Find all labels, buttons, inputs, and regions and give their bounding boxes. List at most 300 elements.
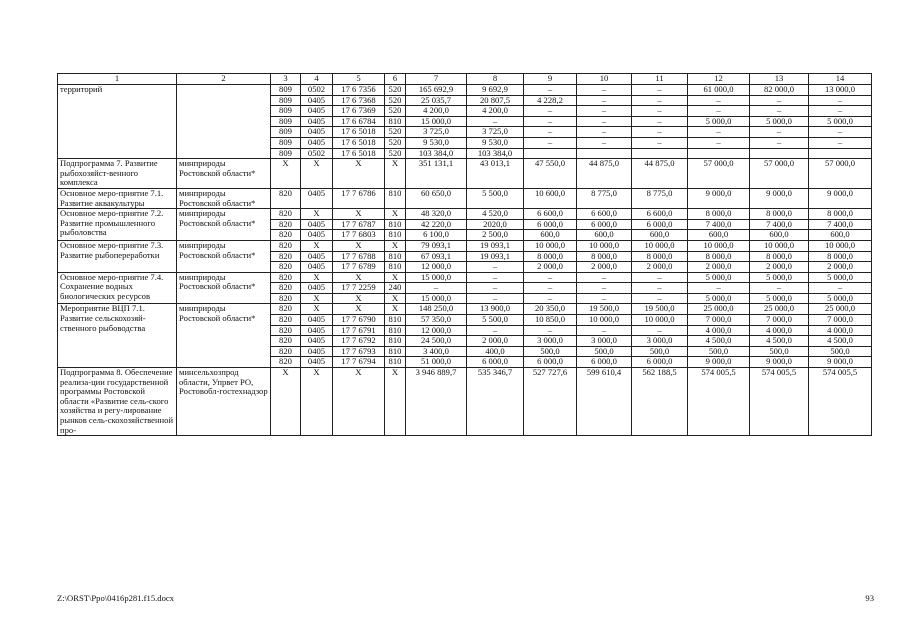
table-row	[58, 272, 872, 283]
table-cell: Х	[333, 293, 385, 304]
table-cell: 8 000,0	[750, 209, 809, 220]
document-path: Z:\ORST\Ppo\0416p281.f15.docx	[57, 593, 174, 603]
table-cell: 17 6 5018	[333, 127, 385, 138]
table-cell: 5 000,0	[688, 272, 750, 283]
table-cell: 7 400,0	[750, 219, 809, 230]
table-cell: –	[577, 85, 632, 96]
table-cell: 0405	[301, 262, 333, 273]
table-cell: –	[632, 85, 688, 96]
table-cell: 9 000,0	[688, 188, 750, 208]
table-cell: 6 100,0	[406, 230, 467, 241]
executor-cell: минсельхозпрод области, Упрвет РО, Ростовобл-гостехнадзор	[177, 368, 271, 436]
table-cell: 600,0	[524, 230, 577, 241]
table-cell: 809	[271, 116, 301, 127]
table-cell: 7 000,0	[750, 315, 809, 326]
table-cell: Х	[333, 368, 385, 436]
executor-cell: минприроды Ростовской области*	[177, 240, 271, 272]
table-cell: –	[524, 283, 577, 294]
table-cell: 574 005,5	[809, 368, 872, 436]
table-cell: Х	[385, 240, 406, 251]
table-cell: Х	[333, 272, 385, 283]
table-cell: 57 350,0	[406, 315, 467, 326]
table-row	[58, 159, 872, 189]
table-cell: 8 000,0	[688, 251, 750, 262]
table-cell: 2 500,0	[467, 230, 524, 241]
table-cell: 9 692,9	[467, 85, 524, 96]
table-cell: 13 900,0	[467, 304, 524, 315]
table-cell: –	[632, 272, 688, 283]
table-cell: 6 000,0	[467, 357, 524, 368]
table-cell: 3 946 889,7	[406, 368, 467, 436]
table-cell: 600,0	[632, 230, 688, 241]
table-cell: 820	[271, 357, 301, 368]
table-cell: Х	[333, 240, 385, 251]
table-cell: –	[577, 137, 632, 148]
table-cell: –	[467, 116, 524, 127]
table-cell: 810	[385, 188, 406, 208]
table-cell: 8 000,0	[809, 209, 872, 220]
table-cell: 820	[271, 304, 301, 315]
table-cell: 17 7 2259	[333, 283, 385, 294]
table-cell: 599 610,4	[577, 368, 632, 436]
table-cell: 57 000,0	[809, 159, 872, 189]
table-cell: 17 7 6793	[333, 346, 385, 357]
table-cell: 6 000,0	[577, 219, 632, 230]
table-cell: 0405	[301, 137, 333, 148]
table-cell: 535 346,7	[467, 368, 524, 436]
table-cell: 500,0	[524, 346, 577, 357]
table-cell: 9 000,0	[809, 357, 872, 368]
table-cell: 17 6 5018	[333, 148, 385, 159]
table-cell: 820	[271, 262, 301, 273]
table-cell: 10 000,0	[632, 240, 688, 251]
table-cell: 809	[271, 127, 301, 138]
table-cell: –	[577, 325, 632, 336]
header-row	[58, 74, 872, 85]
table-cell	[632, 148, 688, 159]
table-cell: 6 600,0	[632, 209, 688, 220]
column-header: 1	[58, 74, 177, 85]
table-cell: 500,0	[688, 346, 750, 357]
table-cell: 520	[385, 148, 406, 159]
table-cell: 10 000,0	[577, 315, 632, 326]
column-header: 12	[688, 74, 750, 85]
table-cell: 25 000,0	[688, 304, 750, 315]
table-cell: –	[406, 283, 467, 294]
table-cell: –	[632, 293, 688, 304]
column-header: 5	[333, 74, 385, 85]
table-cell: 61 000,0	[688, 85, 750, 96]
table-cell: 0405	[301, 357, 333, 368]
table-cell: 19 500,0	[577, 304, 632, 315]
table-cell: 0405	[301, 116, 333, 127]
table-cell: 24 500,0	[406, 336, 467, 347]
table-cell: 17 7 6803	[333, 230, 385, 241]
table-cell: 6 000,0	[632, 219, 688, 230]
column-header: 4	[301, 74, 333, 85]
table-cell: –	[577, 283, 632, 294]
table-cell: Х	[385, 293, 406, 304]
executor-cell: минприроды Ростовской области*	[177, 272, 271, 304]
table-cell	[809, 148, 872, 159]
table-cell: Х	[301, 304, 333, 315]
table-cell: 103 384,0	[406, 148, 467, 159]
page-number: 93	[865, 593, 874, 603]
table-cell: 15 000,0	[406, 116, 467, 127]
table-cell: 7 400,0	[809, 219, 872, 230]
table-cell: 820	[271, 219, 301, 230]
table-cell: 5 000,0	[750, 293, 809, 304]
table-cell: Х	[301, 368, 333, 436]
table-cell: 351 131,1	[406, 159, 467, 189]
table-cell: 810	[385, 230, 406, 241]
table-cell: 820	[271, 272, 301, 283]
table-cell: –	[524, 137, 577, 148]
table-cell: 42 220,0	[406, 219, 467, 230]
table-cell: –	[467, 293, 524, 304]
table-cell: 9 530,0	[467, 137, 524, 148]
table-cell: 0405	[301, 251, 333, 262]
table-cell: –	[809, 106, 872, 117]
table-cell	[524, 148, 577, 159]
table-cell: 3 400,0	[406, 346, 467, 357]
table-cell: –	[577, 106, 632, 117]
table-cell: –	[524, 272, 577, 283]
table-cell: –	[524, 106, 577, 117]
table-cell: 8 000,0	[809, 251, 872, 262]
table-cell: 57 000,0	[750, 159, 809, 189]
table-cell: –	[524, 127, 577, 138]
table-cell: 13 000,0	[809, 85, 872, 96]
table-cell: 820	[271, 188, 301, 208]
table-cell: 10 000,0	[750, 240, 809, 251]
table-cell: –	[688, 95, 750, 106]
table-cell: –	[750, 283, 809, 294]
table-cell: 17 7 6789	[333, 262, 385, 273]
table-cell: –	[809, 95, 872, 106]
table-cell: 520	[385, 95, 406, 106]
table-cell: 15 000,0	[406, 272, 467, 283]
table-cell: 6 600,0	[577, 209, 632, 220]
table-cell: 820	[271, 325, 301, 336]
table-cell: –	[688, 283, 750, 294]
table-cell: –	[809, 127, 872, 138]
table-cell: –	[809, 137, 872, 148]
table-cell: 5 500,0	[467, 188, 524, 208]
program-name-cell: территорий	[58, 85, 177, 159]
table-cell: 5 000,0	[809, 116, 872, 127]
table-cell: 520	[385, 85, 406, 96]
table-row	[58, 85, 872, 96]
table-cell: 2 000,0	[750, 262, 809, 273]
table-cell: 79 093,1	[406, 240, 467, 251]
table-cell: 6 000,0	[632, 357, 688, 368]
table-body	[58, 85, 872, 436]
table-cell: –	[632, 106, 688, 117]
program-name-cell: Подпрограмма 8. Обеспечение реализа-ции государственной программы Ростовской области «Развитие сель-ского хозяйства и регу-лирование рынков сель-скохозяйственной про-	[58, 368, 177, 436]
table-cell: Х	[333, 209, 385, 220]
table-cell: 6 600,0	[524, 209, 577, 220]
table-cell: 60 650,0	[406, 188, 467, 208]
table-cell: 0502	[301, 85, 333, 96]
table-cell: 43 013,1	[467, 159, 524, 189]
program-name-cell: Основное меро-приятие 7.4. Сохранение водных биологических ресурсов	[58, 272, 177, 304]
table-cell: 820	[271, 315, 301, 326]
table-cell: –	[632, 116, 688, 127]
table-cell: 562 188,5	[632, 368, 688, 436]
table-cell: –	[750, 106, 809, 117]
table-cell: –	[467, 262, 524, 273]
table-cell: 8 000,0	[577, 251, 632, 262]
column-header: 6	[385, 74, 406, 85]
table-cell: 17 7 6792	[333, 336, 385, 347]
table-cell: –	[809, 283, 872, 294]
table-cell: 520	[385, 127, 406, 138]
table-cell: –	[688, 137, 750, 148]
table-cell: –	[632, 127, 688, 138]
table-cell: 2020,0	[467, 219, 524, 230]
column-header: 11	[632, 74, 688, 85]
table-cell: 3 725,0	[467, 127, 524, 138]
table-cell: 8 000,0	[750, 251, 809, 262]
table-cell: 809	[271, 85, 301, 96]
program-name-cell: Мероприятие ВЦП 7.1. Развитие сельскохозяй-ственного рыбоводства	[58, 304, 177, 368]
executor-cell: минприроды Ростовской области*	[177, 304, 271, 368]
table-cell: Х	[301, 209, 333, 220]
table-cell: 10 600,0	[524, 188, 577, 208]
table-cell: 10 850,0	[524, 315, 577, 326]
table-cell: 20 807,5	[467, 95, 524, 106]
table-cell: –	[577, 116, 632, 127]
table-cell: –	[524, 325, 577, 336]
table-cell: 810	[385, 116, 406, 127]
table-cell: 810	[385, 315, 406, 326]
table-cell: 10 000,0	[809, 240, 872, 251]
table-cell: 44 875,0	[577, 159, 632, 189]
table-cell	[750, 148, 809, 159]
table-cell: 809	[271, 148, 301, 159]
table-cell: –	[632, 95, 688, 106]
table-cell: 520	[385, 106, 406, 117]
table-cell: Х	[385, 304, 406, 315]
table-cell: 809	[271, 137, 301, 148]
table-cell: 3 000,0	[577, 336, 632, 347]
table-cell	[688, 148, 750, 159]
table-cell: 12 000,0	[406, 262, 467, 273]
table-cell: 9 530,0	[406, 137, 467, 148]
table-cell: 0405	[301, 283, 333, 294]
column-header: 3	[271, 74, 301, 85]
table-cell: Х	[271, 159, 301, 189]
table-cell: –	[632, 137, 688, 148]
table-cell: 810	[385, 336, 406, 347]
table-cell: 9 000,0	[809, 188, 872, 208]
table-cell: 5 500,0	[467, 315, 524, 326]
table-cell: 4 000,0	[809, 325, 872, 336]
table-cell: 9 000,0	[750, 188, 809, 208]
table-cell: 810	[385, 346, 406, 357]
table-cell: 574 005,5	[750, 368, 809, 436]
table-cell: 17 6 7369	[333, 106, 385, 117]
table-cell: 820	[271, 209, 301, 220]
table-cell: –	[750, 95, 809, 106]
table-cell: 17 6 6784	[333, 116, 385, 127]
table-cell: –	[467, 325, 524, 336]
table-cell: –	[524, 293, 577, 304]
table-cell: 810	[385, 219, 406, 230]
table-cell: 4 520,0	[467, 209, 524, 220]
table-cell: 820	[271, 293, 301, 304]
table-cell: 600,0	[577, 230, 632, 241]
table-cell: 3 000,0	[632, 336, 688, 347]
table-cell: 10 000,0	[577, 240, 632, 251]
table-cell: 4 228,2	[524, 95, 577, 106]
column-header: 2	[177, 74, 271, 85]
table-cell: 19 093,1	[467, 251, 524, 262]
table-cell: 7 000,0	[688, 315, 750, 326]
table-cell: 820	[271, 251, 301, 262]
table-cell: 7 400,0	[688, 219, 750, 230]
table-cell: 51 000,0	[406, 357, 467, 368]
table-cell: 574 005,5	[688, 368, 750, 436]
table-cell: –	[524, 85, 577, 96]
column-header: 13	[750, 74, 809, 85]
table-cell: –	[467, 272, 524, 283]
table-cell: 0405	[301, 230, 333, 241]
table-cell: 47 550,0	[524, 159, 577, 189]
table-cell: 25 000,0	[750, 304, 809, 315]
table-cell: 17 7 6790	[333, 315, 385, 326]
executor-cell: минприроды Ростовской области*	[177, 159, 271, 189]
table-cell: 0405	[301, 188, 333, 208]
table-cell: 5 000,0	[688, 116, 750, 127]
column-header: 8	[467, 74, 524, 85]
table-cell: 600,0	[809, 230, 872, 241]
table-cell: –	[688, 127, 750, 138]
table-cell: 820	[271, 283, 301, 294]
table-cell: 4 000,0	[688, 325, 750, 336]
table-cell: 6 000,0	[524, 219, 577, 230]
table-cell: 57 000,0	[688, 159, 750, 189]
table-row	[58, 209, 872, 220]
table-cell: 103 384,0	[467, 148, 524, 159]
table-cell: 10 000,0	[632, 315, 688, 326]
table-cell: –	[688, 106, 750, 117]
table-cell: Х	[385, 159, 406, 189]
executor-cell	[177, 85, 271, 159]
table-cell: Х	[385, 368, 406, 436]
table-cell: 5 000,0	[809, 293, 872, 304]
table-cell: 8 000,0	[688, 209, 750, 220]
table-cell: 15 000,0	[406, 293, 467, 304]
table-cell: 19 500,0	[632, 304, 688, 315]
table-row	[58, 240, 872, 251]
table-cell: –	[750, 127, 809, 138]
table-cell: 6 000,0	[524, 357, 577, 368]
table-cell: 10 000,0	[524, 240, 577, 251]
table-cell: 0405	[301, 127, 333, 138]
table-cell: 20 350,0	[524, 304, 577, 315]
table-cell: 67 093,1	[406, 251, 467, 262]
table-cell: 0405	[301, 106, 333, 117]
program-name-cell: Основное меро-приятие 7.3. Развитие рыбопереработки	[58, 240, 177, 272]
table-cell: 9 000,0	[750, 357, 809, 368]
table-cell: 17 7 6787	[333, 219, 385, 230]
table-cell: 820	[271, 240, 301, 251]
table-cell: Х	[301, 293, 333, 304]
table-cell: 2 000,0	[809, 262, 872, 273]
table-cell: 0405	[301, 346, 333, 357]
table-cell: 0502	[301, 148, 333, 159]
table-cell: 820	[271, 336, 301, 347]
table-cell: –	[467, 283, 524, 294]
table-cell: 44 875,0	[632, 159, 688, 189]
table-cell: 3 000,0	[524, 336, 577, 347]
table-cell: 400,0	[467, 346, 524, 357]
table-cell: 527 727,6	[524, 368, 577, 436]
table-cell: Х	[333, 159, 385, 189]
table-cell: 2 000,0	[632, 262, 688, 273]
table-cell: 4 200,0	[467, 106, 524, 117]
table-cell: 8 775,0	[577, 188, 632, 208]
program-name-cell: Основное меро-приятие 7.2. Развитие промышленного рыболовства	[58, 209, 177, 241]
table-cell: 48 320,0	[406, 209, 467, 220]
table-cell: 0405	[301, 315, 333, 326]
budget-table	[57, 73, 872, 436]
table-cell: 810	[385, 325, 406, 336]
table-cell: 7 000,0	[809, 315, 872, 326]
table-cell: 2 000,0	[524, 262, 577, 273]
table-cell: 17 6 5018	[333, 137, 385, 148]
table-cell: 5 000,0	[688, 293, 750, 304]
table-cell: 4 500,0	[809, 336, 872, 347]
table-cell: 500,0	[632, 346, 688, 357]
table-cell: –	[524, 116, 577, 127]
table-cell: 0405	[301, 336, 333, 347]
table-cell: 148 250,0	[406, 304, 467, 315]
table-cell: 600,0	[750, 230, 809, 241]
column-header: 10	[577, 74, 632, 85]
table-cell	[577, 148, 632, 159]
table-cell: Х	[301, 240, 333, 251]
table-cell: 0405	[301, 325, 333, 336]
table-cell: 810	[385, 251, 406, 262]
table-cell: 520	[385, 137, 406, 148]
table-cell: 4 500,0	[750, 336, 809, 347]
table-cell: 809	[271, 106, 301, 117]
table-cell: 500,0	[809, 346, 872, 357]
table-cell: Х	[333, 304, 385, 315]
table-cell: 5 000,0	[809, 272, 872, 283]
table-cell: 2 000,0	[467, 336, 524, 347]
table-cell: 810	[385, 357, 406, 368]
table-cell: 6 000,0	[577, 357, 632, 368]
table-cell: –	[577, 293, 632, 304]
table-cell: 17 7 6794	[333, 357, 385, 368]
table-cell: 810	[385, 262, 406, 273]
executor-cell: минприроды Ростовской области*	[177, 209, 271, 241]
table-cell: 0405	[301, 219, 333, 230]
table-cell: –	[632, 325, 688, 336]
table-cell: 17 7 6788	[333, 251, 385, 262]
table-cell: 25 035,7	[406, 95, 467, 106]
table-row	[58, 368, 872, 436]
table-cell: 0405	[301, 95, 333, 106]
table-row	[58, 304, 872, 315]
column-header: 7	[406, 74, 467, 85]
table-cell: –	[577, 95, 632, 106]
table-cell: 4 000,0	[750, 325, 809, 336]
